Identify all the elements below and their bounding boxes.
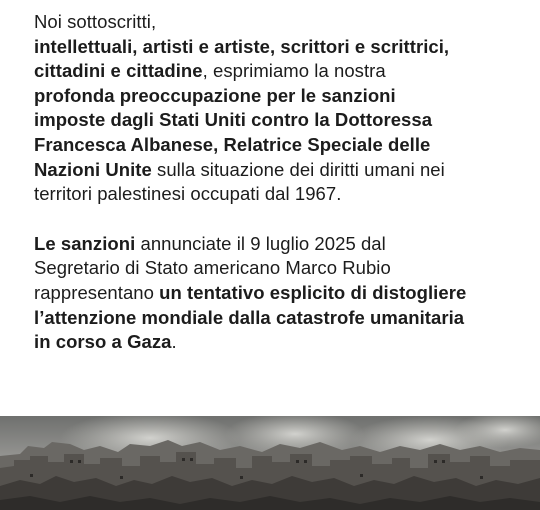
text-line [34,182,534,207]
gaza-rubble-photo [0,416,540,510]
text-run-bold: profonda preoccupazione per le sanzioni [34,84,396,106]
text-run-bold: Nazioni Unite [34,158,152,180]
text-line [34,158,534,183]
text-run-bold: un tentativo esplicito di distogliere [159,281,467,303]
rubble-texture [0,496,540,510]
text-line [34,281,534,306]
text-run: , esprimiamo la nostra [202,60,386,82]
text-line [34,108,534,133]
text-line [34,10,534,35]
text-run: sulla situazione dei diritti umani nei [151,158,445,180]
text-line [34,133,534,158]
text-run: . [171,331,177,353]
text-run: rappresentano [34,281,160,303]
text-run-bold: Francesca Albanese, Relatrice Speciale delle [34,133,431,155]
text-run: Segretario di Stato americano Marco Rubio [34,257,391,279]
text-run: Noi sottoscritti, [34,11,157,32]
text-line [34,330,534,355]
text-run-bold: in corso a Gaza [34,331,172,353]
text-run-bold: intellettuali, artisti e artiste, scrittori e scrittrici, [34,35,450,57]
text-run-bold: l’attenzione mondiale dalla catastrofe umanitaria [34,306,465,328]
text-run-bold: Le sanzioni [34,232,136,254]
paragraph-1 [34,10,534,207]
text-run-bold: cittadini e cittadine [34,60,203,82]
paragraph-2 [34,232,534,355]
text-line [34,84,534,109]
letter-text [34,10,534,355]
text-line [34,232,534,257]
text-line [34,256,534,281]
text-line [34,306,534,331]
text-run-bold: imposte dagli Stati Uniti contro la Dottoressa [34,109,433,131]
text-run: annunciate il 9 luglio 2025 dal [135,232,386,254]
text-run: territori palestinesi occupati dal 1967. [34,183,342,205]
text-line [34,35,534,60]
text-line [34,59,534,84]
rubble-photo-illustration [0,416,540,510]
